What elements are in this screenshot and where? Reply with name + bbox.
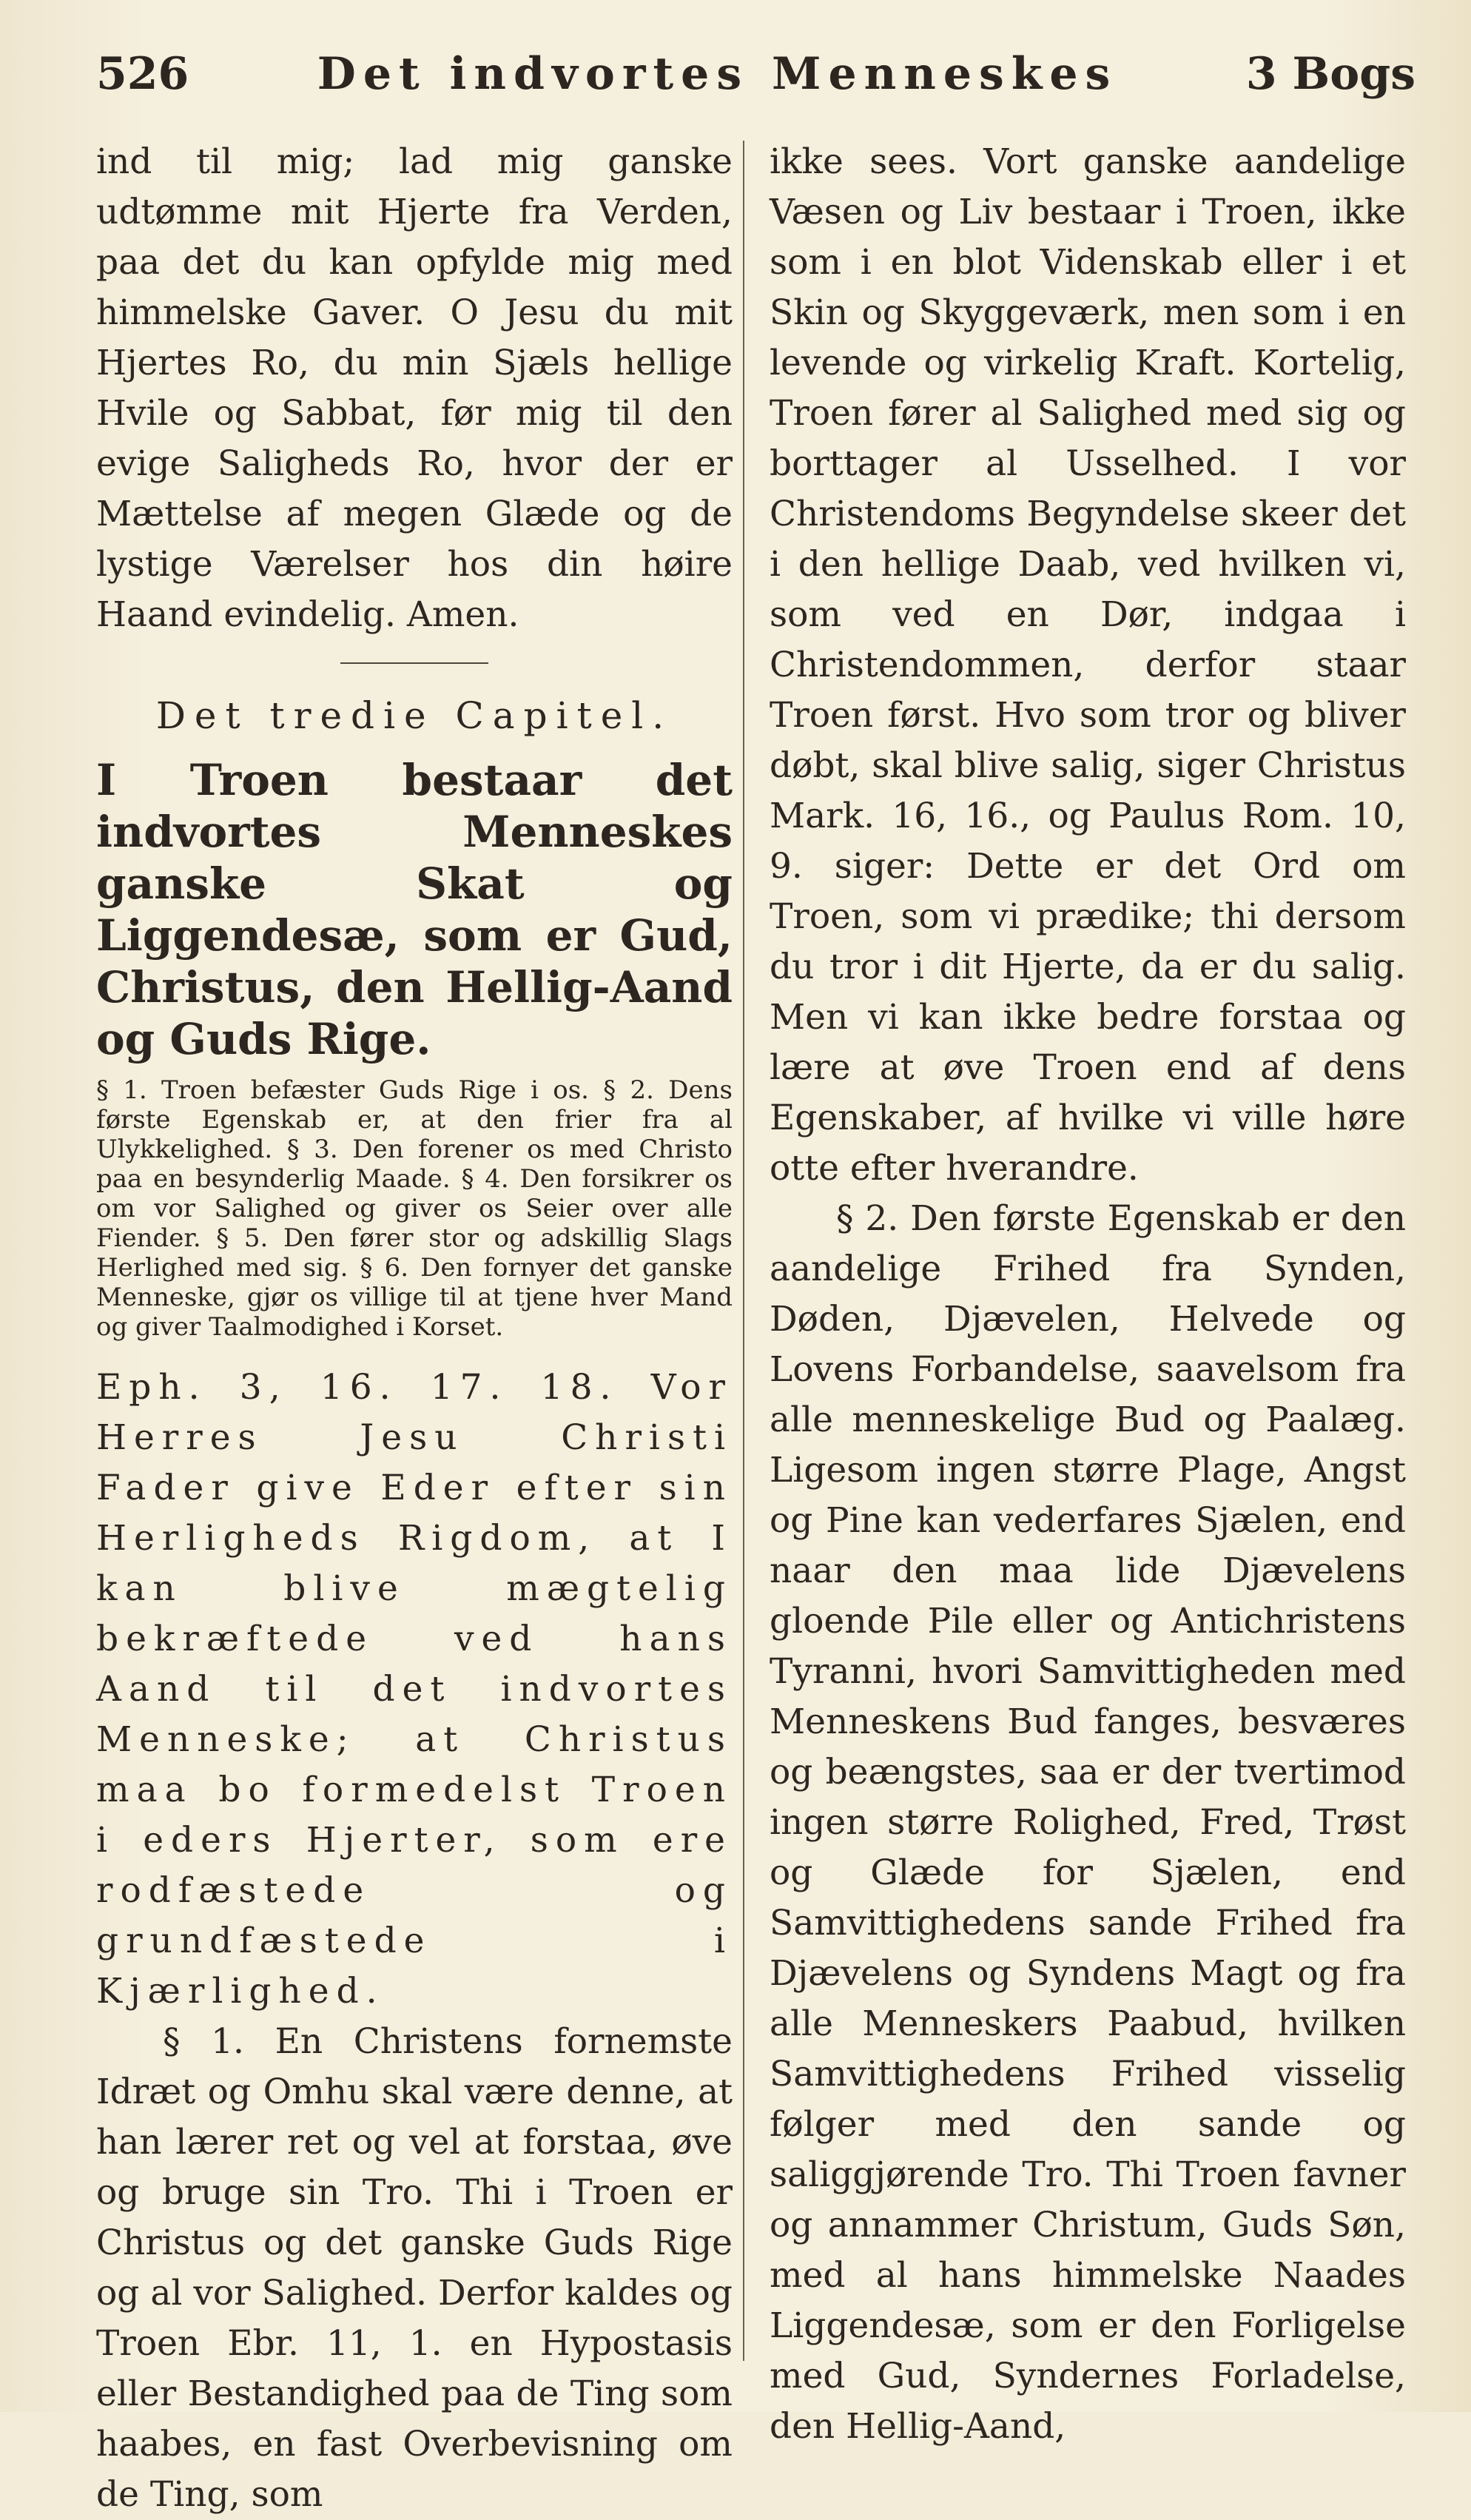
chapter-heading: I Troen bestaar det indvortes Menneskes ganske Skat og Liggendesæ, som er Gud, Christus, den Hellig-Aand og Guds Rige.	[96, 755, 733, 1064]
chapter-summary: § 1. Troen befæster Guds Rige i os. § 2. Dens første Egenskab er, at den frier fra al Ulykkelighed. § 3. Den forener os med Christo paa en besynderlig Maade. § 4. Den forsikrer os om vor Salighed og giver os Seier over alle Fiender. § 5. Den fører stor og adskillig Slags Herlighed med sig. § 6. Den fornyer det ganske Menneske, gjør os villige til at tjene hver Mand og giver Taalmodighed i Korset.	[96, 1075, 733, 1342]
prayer-ending-paragraph: ind til mig; lad mig ganske udtømme mit Hjerte fra Verden, paa det du kan opfylde mig med himmelske Gaver. O Jesu du mit Hjertes Ro, du min Sjæls hellige Hvile og Sabbat, før mig til den evige Saligheds Ro, hvor der er Mættelse af megen Glæde og de lystige Værelser hos din høire Haand evindelig. Amen.	[96, 141, 733, 635]
page-header	[96, 41, 1416, 107]
section-2-paragraph: § 2. Den første Egenskab er den aandelige Frihed fra Synden, Døden, Djævelen, Helvede og Lovens Forbandelse, saavelsom fra alle menneskelige Bud og Paalæg. Ligesom ingen større Plage, Angst og Pine kan vederfares Sjælen, end naar den maa lide Djævelens gloende Pile eller og Antichristens Tyranni, hvori Samvittigheden med Menneskens Bud fanges, besværes og beængstes, saa er der tvertimod ingen større Rolighed, Fred, Trøst og Glæde for Sjælen, end Samvittighedens sande Frihed fra Djævelens og Syndens Magt og fra alle Menneskers Paabud, hvilken Samvittighedens Frihed visselig følger med den sande og saliggjørende Tro. Thi Troen favner og annammer Christum, Guds Søn, med al hans himmelske Naades Liggendesæ, som er den Forligelse med Gud, Syndernes Forladelse, den Hellig-Aand,	[770, 1198, 1406, 2447]
column-divider	[743, 141, 744, 2361]
left-column	[96, 137, 733, 2520]
chapter-title: Det tredie Capitel.	[155, 694, 673, 737]
page-number: 526	[96, 48, 189, 100]
book-label: 3 Bogs	[1245, 48, 1416, 100]
running-title: Det indvortes Menneskes	[317, 48, 1118, 100]
right-column	[770, 137, 1406, 2452]
section-1-continued: ikke sees. Vort ganske aandelige Væsen og Liv bestaar i Troen, ikke som i en blot Videnskab eller i et Skin og Skyggeværk, men som i en levende og virkelig Kraft. Kortelig, Troen fører al Salighed med sig og borttager al Usselhed. I vor Christendoms Begyndelse skeer det i den hellige Daab, ved hvilken vi, som ved en Dør, indgaa i Christendommen, derfor staar Troen først. Hvo som tror og bliver døbt, skal blive salig, siger Christus Mark. 16, 16., og Paulus Rom. 10, 9. siger: Dette er det Ord om Troen, som vi prædike; thi dersom du tror i dit Hjerte, da er du salig. Men vi kan ikke bedre forstaa og lære at øve Troen end af dens Egenskaber, af hvilke vi ville høre otte efter hverandre.	[770, 141, 1406, 1189]
scripture-quote: Eph. 3, 16. 17. 18. Vor Herres Jesu Christi Fader give Eder efter sin Herligheds Rigdom, at I kan blive mægtelig bekræftede ved hans Aand til det indvortes Menneske; at Christus maa bo formedelst Troen i eders Hjerter, som ere rodfæstede og grundfæstede i Kjærlighed.	[96, 1367, 733, 2012]
section-1-paragraph: § 1. En Christens fornemste Idræt og Omhu skal være denne, at han lærer ret og vel at forstaa, øve og bruge sin Tro. Thi i Troen er Christus og det ganske Guds Rige og al vor Salighed. Derfor kaldes og Troen Ebr. 11, 1. en Hypostasis eller Bestandighed paa de Ting som haabes, en fast Overbevisning om de Ting, som	[96, 2021, 733, 2515]
section-rule	[340, 662, 488, 664]
